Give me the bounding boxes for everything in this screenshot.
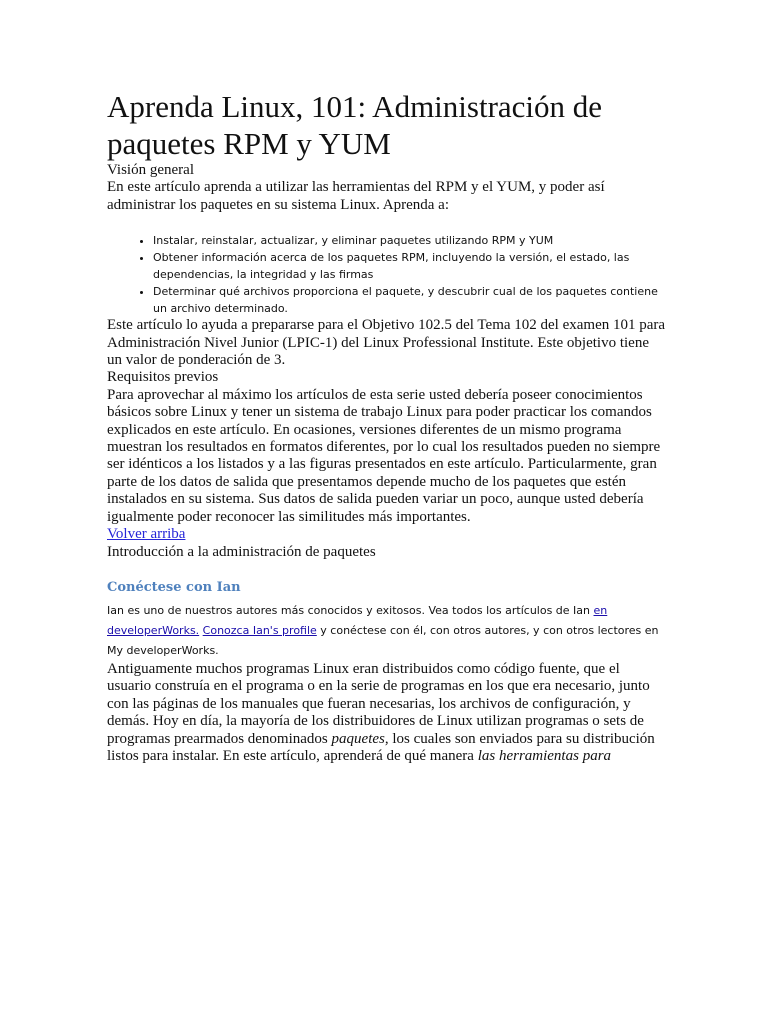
ian-profile-link[interactable]: Conozca Ian's profile <box>202 623 317 637</box>
connect-paragraph <box>107 601 667 661</box>
list-item: • Obtener información acerca de los paquetes RPM, incluyendo la versión, el estado, las dependencias, la integridad y las firmas <box>153 249 667 283</box>
article-body <box>107 88 667 765</box>
back-to-top-row <box>107 526 667 543</box>
article-title: Aprenda Linux, 101: Administración de paquetes RPM y YUM <box>107 89 603 161</box>
objective-paragraph: Este artículo lo ayuda a prepararse para el Objetivo 102.5 del Tema 102 del examen 101 para Administración Nivel Junior (LPIC-1) del Linux Professional Institute. Este objetivo tiene un valor de ponderación de 3. <box>107 317 666 369</box>
connect-text-before: Ian es uno de nuestros autores más conocidos y exitosos. Vea todos los artículos de Ian <box>107 603 594 617</box>
connect-heading: Conéctese con Ian <box>107 579 241 595</box>
developerworks-link[interactable]: en developerWorks. <box>107 603 608 637</box>
history-part1: Antiguamente muchos programas Linux eran distribuidos como código fuente, que el usuario construía en el programa o en la serie de programas en los que era necesario, junto con las páginas de los manuales que fueran necesarias, los archivos de configuración, y demás. Hoy en día, la mayoría de los distribuidores de Linux utilizan programas o sets de programas prearmados denominados <box>107 660 650 747</box>
back-to-top-link[interactable]: Volver arriba <box>107 526 186 543</box>
history-paragraph <box>107 661 667 765</box>
section-heading-intro-pkg: Introducción a la administración de paquetes <box>107 543 376 560</box>
history-part2: , los cuales son enviados para su distribución listos para instalar. En este artículo, aprenderá de qué manera <box>107 730 655 764</box>
history-emphasis-tools: las herramientas para <box>477 747 612 764</box>
intro-paragraph: En este artículo aprenda a utilizar las herramientas del RPM y el YUM, y poder así administrar los paquetes en su sistema Linux. Aprenda a: <box>107 179 605 213</box>
objectives-list <box>107 232 667 317</box>
section-heading-vision: Visión general <box>107 162 194 178</box>
prereq-paragraph: Para aprovechar al máximo los artículos de esta serie usted debería poseer conocimientos básicos sobre Linux y tener un sistema de trabajo Linux para poder practicar los comandos explicados en este artículo. En ocasiones, versiones diferentes de un mismo programa muestran los resultados en formatos diferentes, por lo cual los resultados pueden no siempre ser idénticos a los listados y a las figuras presentados en este artículo. Particularmente, gran parte de los datos de salida que presentamos depende mucho de los paquetes que estén instalados en su sistema. Sus datos de salida pueden variar un poco, aunque usted debería igualmente poder reconocer las similitudes más importantes. <box>107 386 661 525</box>
connect-text-after: y conéctese con él, con otros autores, y con otros lectores en My developerWorks. <box>107 623 659 657</box>
history-emphasis-packages: paquetes <box>331 730 385 747</box>
list-item: • Determinar qué archivos proporciona el paquete, y descubrir cual de los paquetes contiene un archivo determinado. <box>153 283 667 317</box>
list-item: • Instalar, reinstalar, actualizar, y eliminar paquetes utilizando RPM y YUM <box>153 232 667 249</box>
section-heading-prereq: Requisitos previos <box>107 369 219 386</box>
